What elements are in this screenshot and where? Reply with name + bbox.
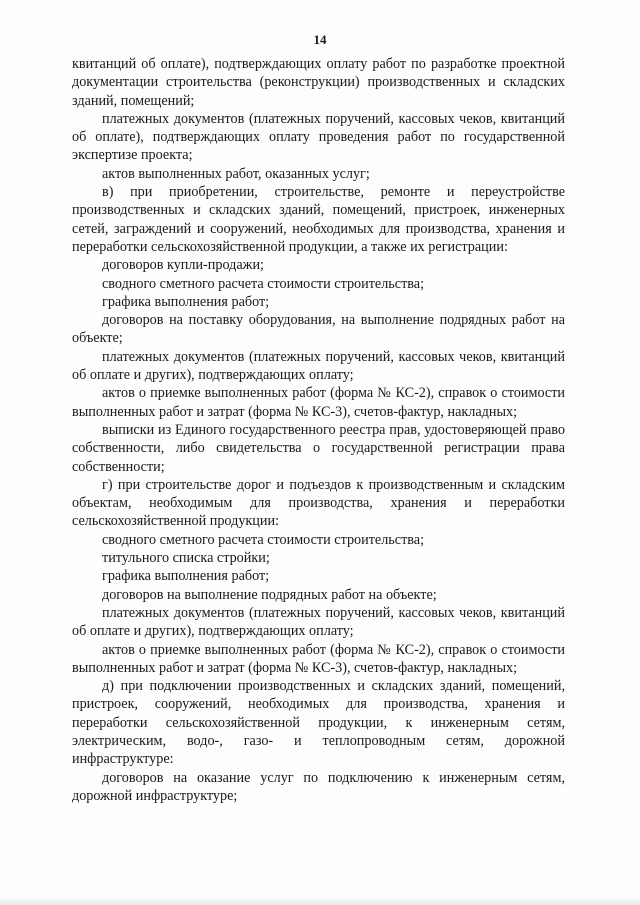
- paragraph: актов о приемке выполненных работ (форма № КС-2), справок о стоимости выполненных работ и затрат (форма № КС-3), счетов-фактур, накладных;: [72, 385, 565, 420]
- document-body: [72, 55, 565, 805]
- paragraph: сводного сметного расчета стоимости строительства;: [102, 275, 425, 292]
- paragraph: квитанций об оплате), подтверждающих оплату работ по разработке проектной документации строительства (реконструкции) производственных и складских зданий, помещений;: [72, 56, 565, 109]
- paragraph: д) при подключении производственных и складских зданий, помещений, пристроек, сооружений, необходимых для производства, хранения и переработки сельскохозяйственной продукции, к инженерным сетям, электрическим, водо-, газо- и теплопроводным сетям, дорожной инфраструктуре:: [72, 678, 565, 768]
- paragraph: платежных документов (платежных поручений, кассовых чеков, квитанций об оплате и других), подтверждающих оплату;: [72, 348, 565, 384]
- paragraph: выписки из Единого государственного реестра прав, удостоверяющей право собственности, либо свидетельства о государственной регистрации права собственности;: [72, 421, 565, 475]
- paragraph: платежных документов (платежных поручений, кассовых чеков, квитанций об оплате и других), подтверждающих оплату;: [72, 604, 565, 640]
- page-bottom-edge: [0, 897, 640, 905]
- page-number: 14: [313, 32, 327, 47]
- paragraph: платежных документов (платежных поручений, кассовых чеков, квитанций об оплате), подтверждающих оплату проведения работ по государственной экспертизе проекта;: [72, 110, 565, 164]
- paragraph: сводного сметного расчета стоимости строительства;: [102, 531, 425, 548]
- paragraph: титульного списка стройки;: [102, 550, 270, 567]
- paragraph: актов выполненных работ, оказанных услуг;: [102, 165, 370, 182]
- paragraph: графика выполнения работ;: [102, 293, 270, 310]
- paragraph: в) при приобретении, строительстве, ремонте и переустройстве производственных и складских зданий, помещений, пристроек, инженерных сетей, заграждений и сооружений, необходимых для производства, хранения и переработки сельскохозяйственной продукции, а также их регистрации:: [72, 184, 565, 255]
- paragraph: договоров на оказание услуг по подключению к инженерным сетям, дорожной инфраструктуре;: [72, 769, 565, 804]
- paragraph: актов о приемке выполненных работ (форма № КС-2), справок о стоимости выполненных работ и затрат (форма № КС-3), счетов-фактур, накладных;: [72, 641, 565, 676]
- paragraph: г) при строительстве дорог и подъездов к производственным и складским объектам, необходимым для производства, хранения и переработки сельскохозяйственной продукции:: [72, 476, 565, 530]
- paragraph: договоров на выполнение подрядных работ на объекте;: [102, 586, 437, 603]
- paragraph: графика выполнения работ;: [102, 568, 270, 585]
- paragraph: договоров купли-продажи;: [102, 257, 264, 274]
- paragraph: договоров на поставку оборудования, на выполнение подрядных работ на объекте;: [72, 312, 565, 347]
